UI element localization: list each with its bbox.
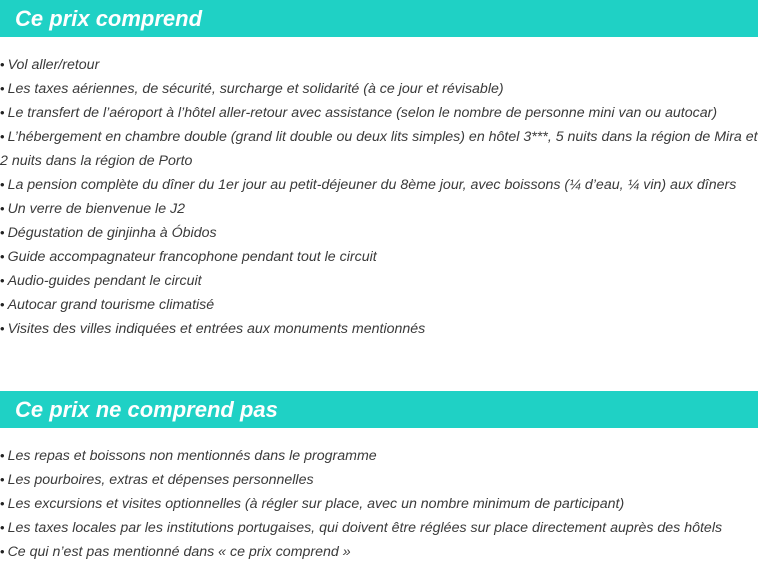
list-item-text: Ce qui n’est pas mentionné dans « ce prix comprend » [7, 544, 351, 560]
list-item [0, 492, 758, 516]
list-item-text: Autocar grand tourisme climatisé [7, 297, 215, 313]
list-item [0, 197, 758, 221]
bullet-icon: • [0, 496, 5, 511]
includes-list [0, 53, 758, 341]
list-item [0, 540, 758, 564]
bullet-icon: • [0, 129, 5, 144]
list-item [0, 125, 758, 173]
excludes-title: Ce prix ne comprend pas [15, 396, 278, 422]
list-item [0, 516, 758, 540]
list-item-text: Vol aller/retour [7, 57, 100, 73]
list-item-text: L’hébergement en chambre double (grand lit double ou deux lits simples) en hôtel 3***, 5 nuits dans la région de Mira et 2 nuits dans la région de Porto [0, 129, 758, 169]
list-item-text: Un verre de bienvenue le J2 [7, 201, 186, 217]
list-item-text: Les excursions et visites optionnelles (à régler sur place, avec un nombre minimum de participant) [7, 496, 625, 512]
list-item [0, 444, 758, 468]
list-item-text: Les taxes aériennes, de sécurité, surcharge et solidarité (à ce jour et révisable) [7, 81, 504, 97]
list-item [0, 269, 758, 293]
bullet-icon: • [0, 472, 5, 487]
bullet-icon: • [0, 201, 5, 216]
bullet-icon: • [0, 105, 5, 120]
list-item-text: Audio-guides pendant le circuit [7, 273, 202, 289]
bullet-icon: • [0, 544, 5, 559]
list-item [0, 293, 758, 317]
list-item-text: Les repas et boissons non mentionnés dans le programme [7, 448, 377, 464]
list-item-text: Le transfert de l’aéroport à l’hôtel aller-retour avec assistance (selon le nombre de personne mini van ou autocar) [7, 105, 718, 121]
excludes-header [0, 391, 758, 428]
list-item-text: Guide accompagnateur francophone pendant tout le circuit [7, 249, 377, 265]
bullet-icon: • [0, 177, 5, 192]
includes-title: Ce prix comprend [15, 5, 203, 31]
bullet-icon: • [0, 273, 5, 288]
list-item [0, 53, 758, 77]
excludes-list [0, 444, 758, 564]
list-item-text: Les pourboires, extras et dépenses personnelles [7, 472, 314, 488]
bullet-icon: • [0, 57, 5, 72]
bullet-icon: • [0, 81, 5, 96]
list-item [0, 468, 758, 492]
list-item [0, 245, 758, 269]
bullet-icon: • [0, 448, 5, 463]
list-item-text: Les taxes locales par les institutions portugaises, qui doivent être réglées sur place directement auprès des hôtels [7, 520, 723, 536]
bullet-icon: • [0, 225, 5, 240]
list-item [0, 77, 758, 101]
bullet-icon: • [0, 321, 5, 336]
bullet-icon: • [0, 249, 5, 264]
list-item [0, 101, 758, 125]
list-item-text: Visites des villes indiquées et entrées aux monuments mentionnés [7, 321, 426, 337]
bullet-icon: • [0, 297, 5, 312]
list-item [0, 317, 758, 341]
list-item [0, 173, 758, 197]
list-item-text: Dégustation de ginjinha à Óbidos [7, 225, 217, 241]
list-item-text: La pension complète du dîner du 1er jour au petit-déjeuner du 8ème jour, avec boissons (¼ d’eau, ¼ vin) aux dîners [7, 177, 737, 193]
includes-header [0, 0, 758, 37]
list-item [0, 221, 758, 245]
bullet-icon: • [0, 520, 5, 535]
